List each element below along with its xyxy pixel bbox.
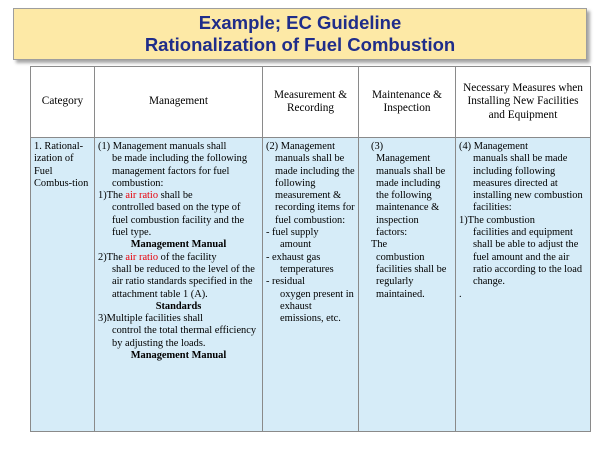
mgmt-item3-lead: 3)Multiple facilities shall <box>98 313 204 325</box>
title-banner <box>13 8 587 60</box>
mgmt-item1-body: be made including the following management factors for fuel combustion: <box>112 153 248 189</box>
maintenance-cell <box>359 138 456 432</box>
air-ratio-highlight: air ratio <box>125 190 159 202</box>
guideline-table <box>30 66 591 432</box>
meas-bullet-1-body: amount <box>280 239 312 251</box>
mgmt-item1-sub-pre: 1)The <box>98 190 126 202</box>
management-cell <box>95 138 263 432</box>
meas-body: manuals shall be made including the following measurement & recording items for fuel combustion: <box>275 153 355 226</box>
mgmt-item3-body: control the total thermal efficiency by adjusting the loads. <box>112 325 257 349</box>
category-text: 1. Rational-ization of Fuel Combus-tion <box>34 141 89 189</box>
air-ratio-highlight: air ratio <box>125 251 159 263</box>
meas-bullet-2: - exhaust gas <box>266 251 321 263</box>
header-measurement: Measurement & Recording <box>263 67 359 138</box>
meas-bullet-2-body: temperatures <box>280 263 334 275</box>
measures-lead: (4) Management <box>459 141 528 152</box>
mgmt-item2 <box>98 252 259 264</box>
maint-body: Management manuals shall be made including the following maintenance & inspection factors: <box>376 153 446 239</box>
mgmt-item2-post: of the facility <box>158 251 217 263</box>
measurement-cell <box>263 138 359 432</box>
title-line-2: Rationalization of Fuel Combustion <box>144 34 456 55</box>
table-row <box>31 138 591 432</box>
header-row <box>31 67 591 138</box>
mgmt-item1-sub-post: shall be <box>158 190 193 202</box>
label-standards: Standards <box>155 300 202 312</box>
label-management-manual: Management Manual <box>130 239 227 251</box>
meas-bullet-1: - fuel supply <box>266 227 319 239</box>
header-management: Management <box>95 67 263 138</box>
maint-the: The <box>371 239 388 251</box>
title-line-1: Example; EC Guideline <box>198 12 402 33</box>
measures-dot: . <box>459 288 462 300</box>
measures-body: manuals shall be made including following measures directed at installing new combustion facilities: <box>473 153 583 214</box>
meas-bullet-3: - residual <box>266 276 305 288</box>
mgmt-item2-body: shall be reduced to the level of the air ratio standards specified in the attachment table 1 (A). <box>112 263 255 300</box>
mgmt-item2-pre: 2)The <box>98 251 126 263</box>
header-category: Category <box>31 67 95 138</box>
meas-bullet-3-body: oxygen present in exhaust emissions, etc. <box>280 288 354 325</box>
header-measures: Necessary Measures when Installing New Facilities and Equipment <box>456 67 591 138</box>
measures-sub-body: facilities and equipment shall be able to adjust the fuel amount and the air ratio according to the load change. <box>473 227 583 288</box>
measures-cell <box>456 138 591 432</box>
meas-lead: (2) Management <box>266 141 335 152</box>
label-management-manual: Management Manual <box>130 350 227 362</box>
maint-body-2: combustion facilities shall be regularly maintained. <box>376 251 447 300</box>
mgmt-item1-sub <box>98 190 259 202</box>
mgmt-item1-lead: (1) Management manuals shall <box>98 141 227 152</box>
category-cell <box>31 138 95 432</box>
mgmt-item1-sub-body: controlled based on the type of fuel combustion facility and the fuel type. <box>112 202 245 239</box>
header-maintenance: Maintenance & Inspection <box>359 67 456 138</box>
measures-sub-lead: 1)The combustion <box>459 214 535 226</box>
maint-lead: (3) <box>371 141 384 152</box>
